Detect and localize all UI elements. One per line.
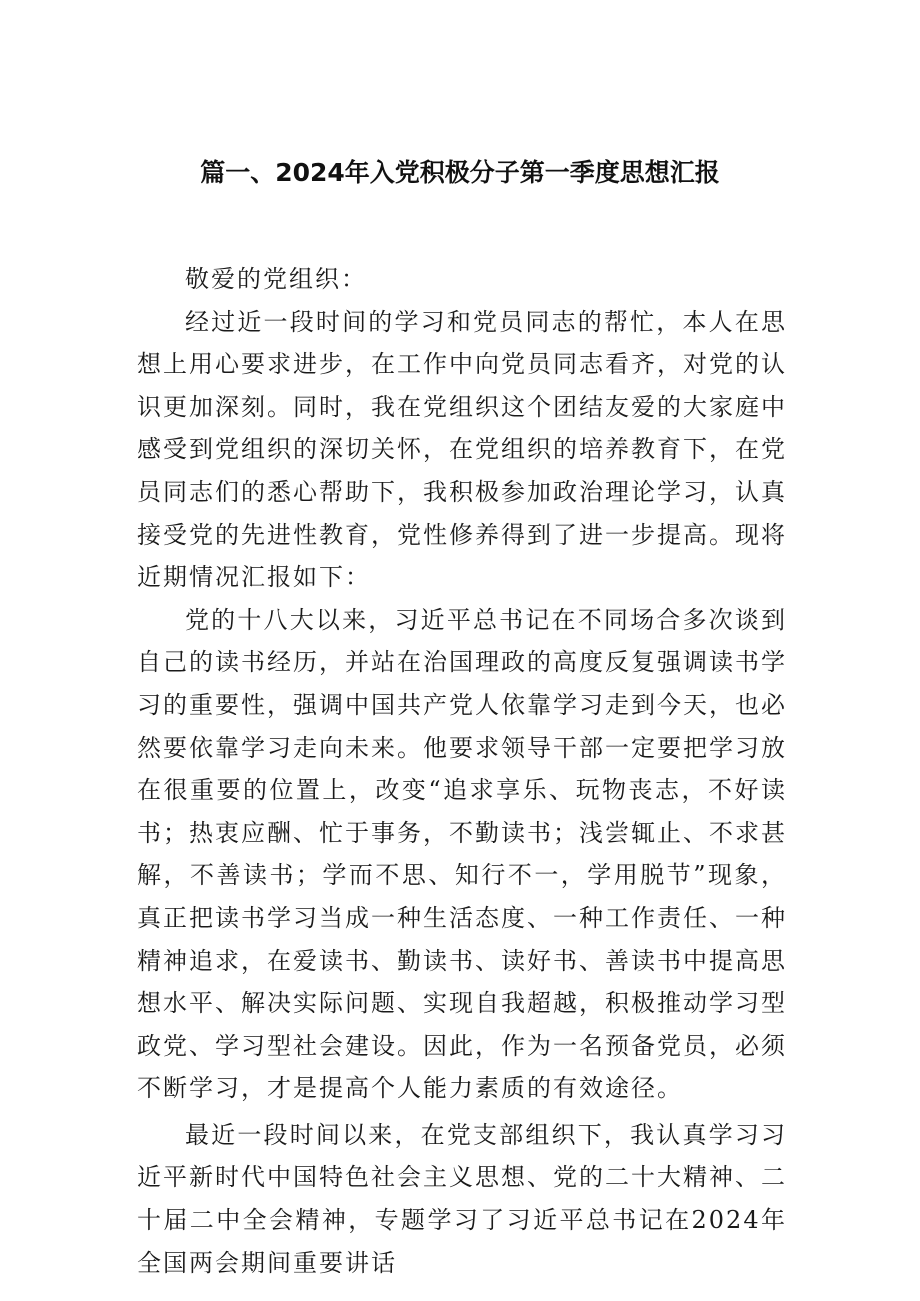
document-body bbox=[137, 258, 787, 1284]
paragraph-2: 党的十八大以来，习近平总书记在不同场合多次谈到自己的读书经历，并站在治国理政的高度反复强调读书学习的重要性，强调中国共产党人依靠学习走到今天，也必然要依靠学习走向未来。他要求领导干部一定要把学习放在很重要的位置上，改变“追求享乐、玩物丧志，不好读书；热衷应酬、忙于事务，不勤读书；浅尝辄止、不求甚解，不善读书；学而不思、知行不一，学用脱节”现象，真正把读书学习当成一种生活态度、一种工作责任、一种精神追求，在爱读书、勤读书、读好书、善读书中提高思想水平、解决实际问题、实现自我超越，积极推动学习型政党、学习型社会建设。因此，作为一名预备党员，必须不断学习，才是提高个人能力素质的有效途径。 bbox=[137, 605, 787, 1103]
salutation: 敬爱的党组织： bbox=[185, 265, 367, 293]
paragraph-1: 经过近一段时间的学习和党员同志的帮忙，本人在思想上用心要求进步，在工作中向党员同志看齐，对党的认识更加深刻。同时，我在党组织这个团结友爱的大家庭中感受到党组织的深切关怀，在党组织的培养教育下，在党员同志们的悉心帮助下，我积极参加政治理论学习，认真接受党的先进性教育，党性修养得到了进一步提高。现将近期情况汇报如下： bbox=[137, 307, 787, 592]
document-title: 篇一、2024年入党积极分子第一季度思想汇报 bbox=[200, 158, 720, 187]
paragraph-3: 最近一段时间以来，在党支部组织下，我认真学习习近平新时代中国特色社会主义思想、党的二十大精神、二十届二中全会精神，专题学习了习近平总书记在2024年全国两会期间重要讲话 bbox=[137, 1120, 787, 1277]
